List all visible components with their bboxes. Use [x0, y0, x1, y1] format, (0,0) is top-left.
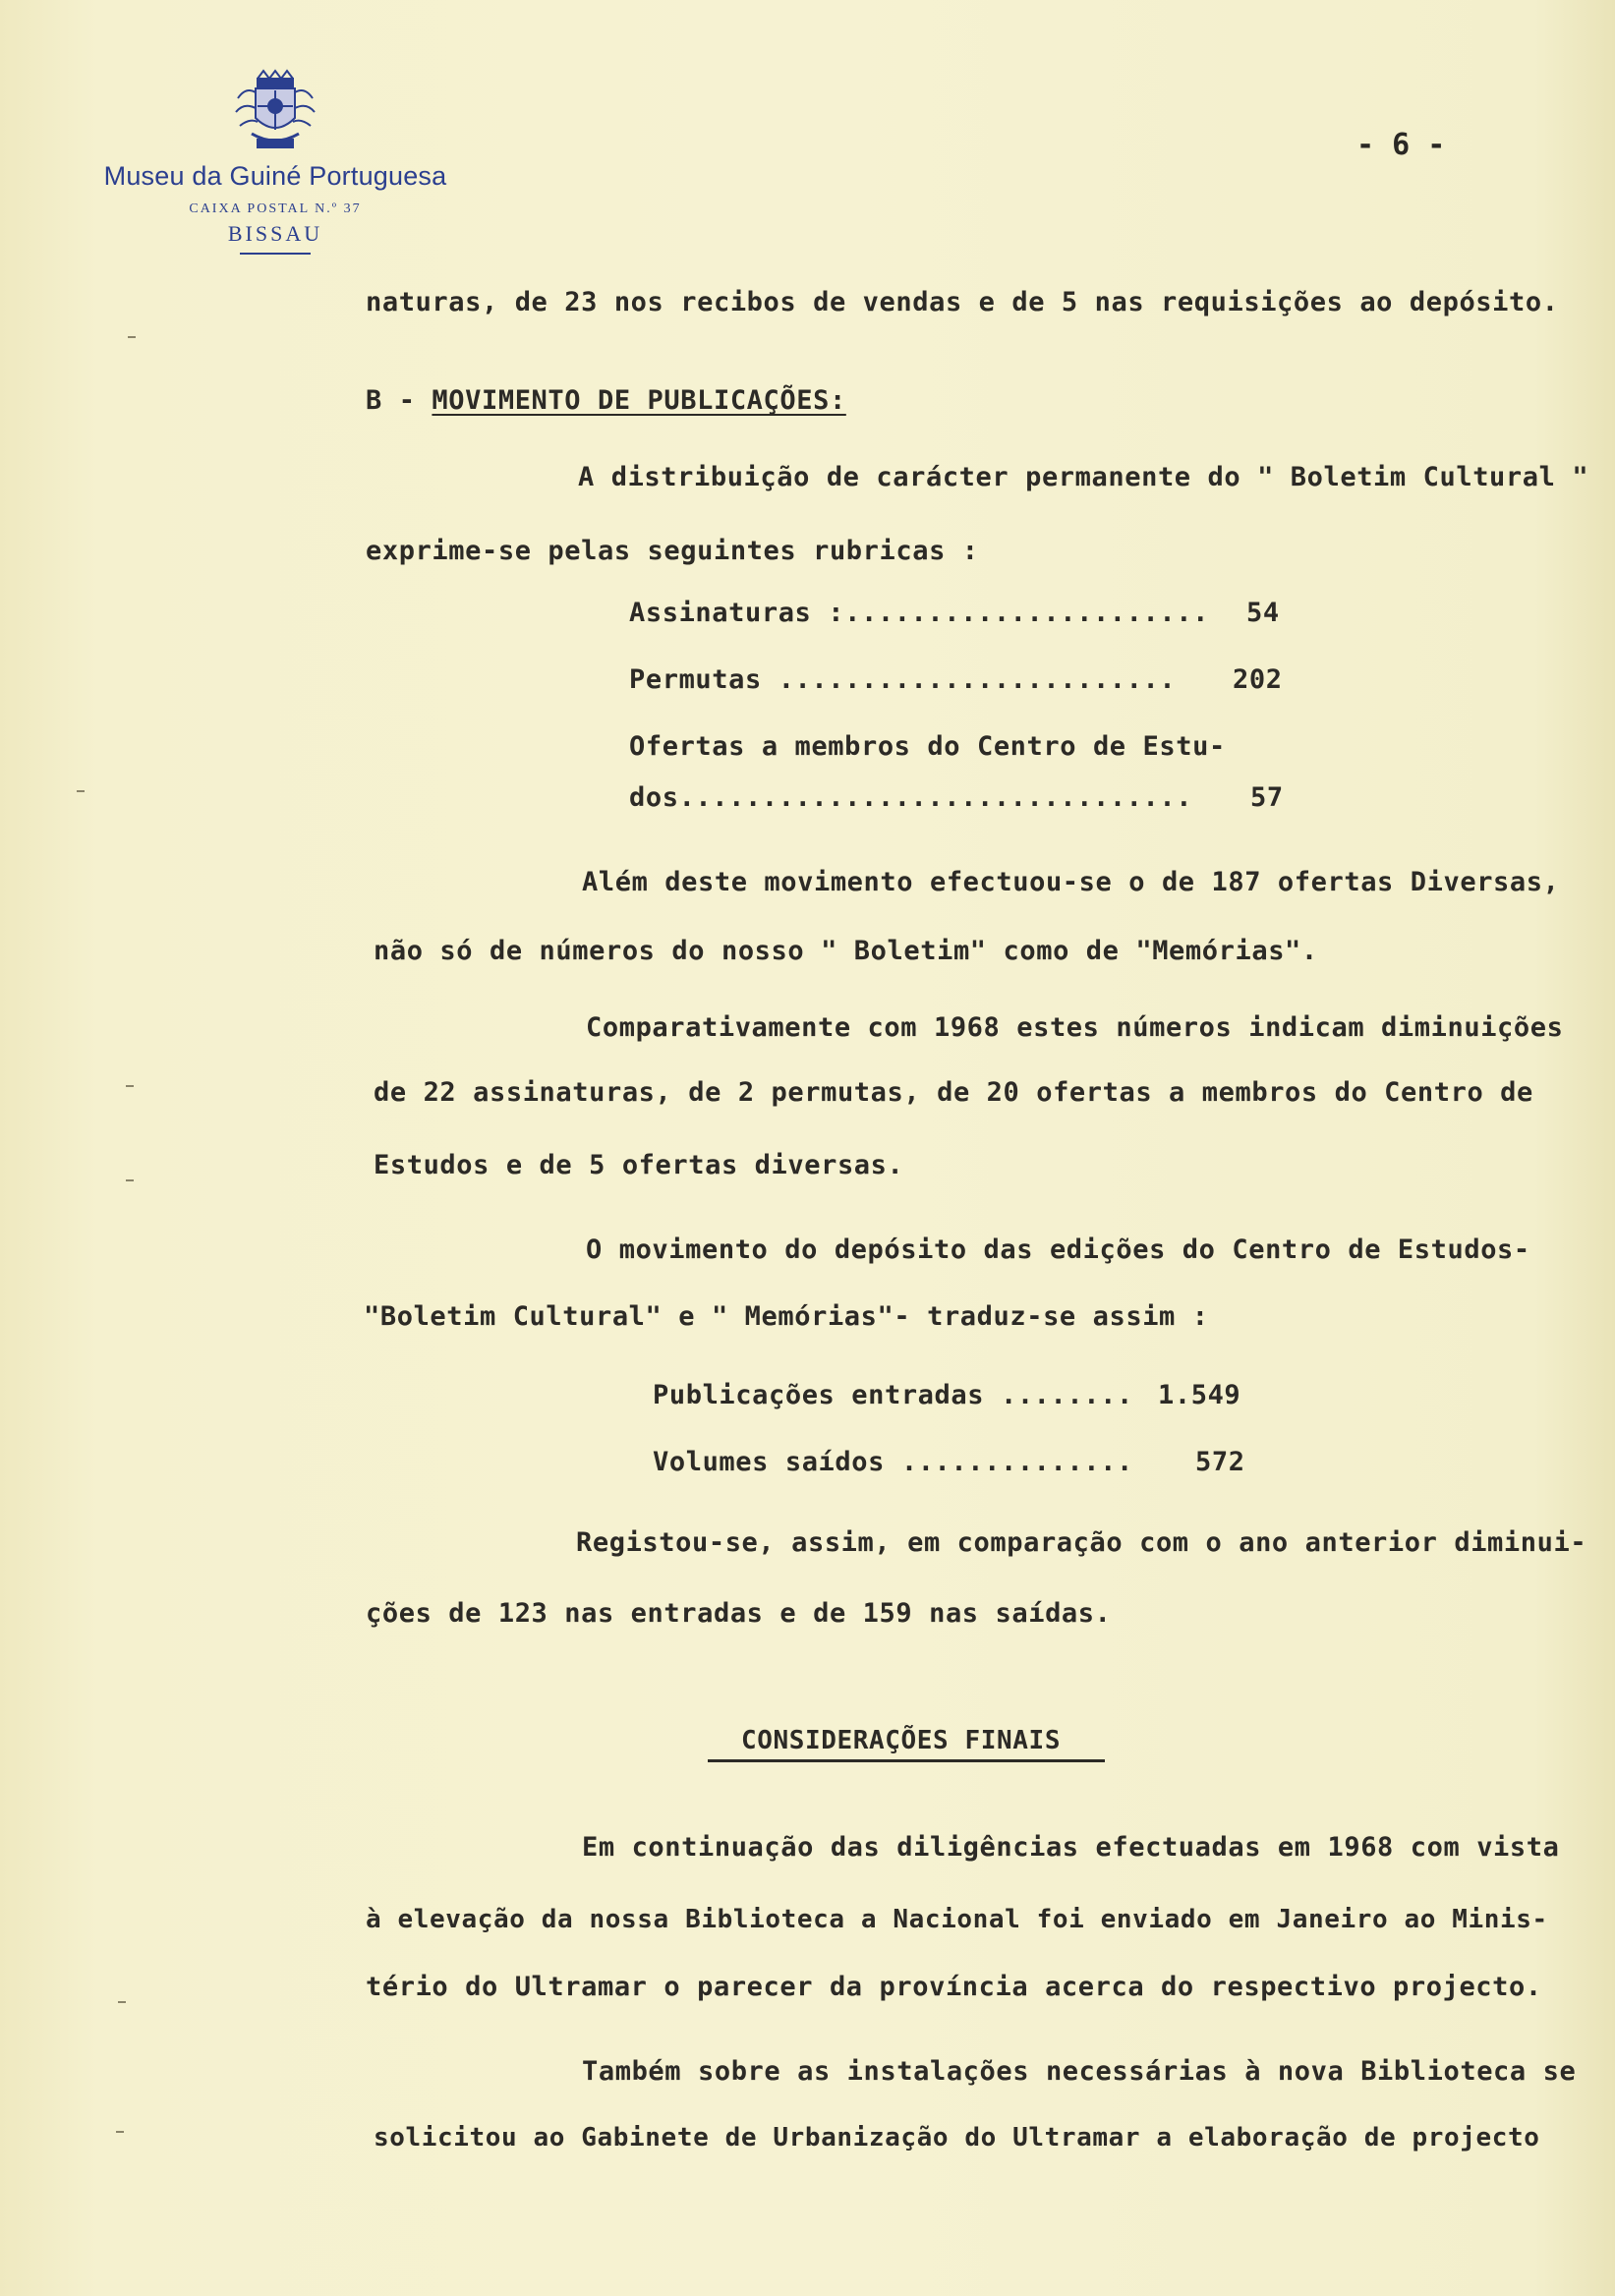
text-line: naturas, de 23 nos recibos de vendas e de 5 nas requisições ao depósito.: [366, 287, 1559, 317]
text-line: solicitou ao Gabinete de Urbanização do Ultramar a elaboração de projecto: [374, 2123, 1540, 2152]
item-value: 54: [1246, 598, 1280, 628]
section-heading-underlined: MOVIMENTO DE PUBLICAÇÕES:: [432, 385, 846, 416]
item-value: 572: [1195, 1447, 1245, 1477]
title-underline: [708, 1759, 1105, 1762]
page-number: - 6 -: [1356, 128, 1446, 162]
item-label: Ofertas a membros do Centro de Estu-: [629, 731, 1226, 762]
text-line: tério do Ultramar o parecer da província acerca do respectivo projecto.: [366, 1972, 1542, 2002]
margin-mark: [126, 1085, 134, 1087]
city-underline: [240, 253, 311, 255]
dot-leader: ..............: [900, 1447, 1133, 1477]
text-line: Além deste movimento efectuou-se o de 187 ofertas Diversas,: [582, 867, 1560, 897]
margin-mark: [128, 336, 136, 338]
margin-mark: [118, 2001, 126, 2003]
text-line: A distribuição de carácter permanente do " Boletim Cultural ": [578, 462, 1589, 492]
list-item: [629, 782, 1284, 813]
list-item: [629, 598, 1280, 628]
text-line: "Boletim Cultural" e " Memórias"- traduz-se assim :: [364, 1301, 1209, 1332]
coat-of-arms-icon: [228, 69, 322, 153]
text-line: não só de números do nosso " Boletim" como de "Memórias".: [374, 936, 1318, 966]
item-value: 57: [1250, 782, 1284, 813]
dot-leader: ...............................: [678, 782, 1193, 813]
dot-leader: ......................: [844, 598, 1209, 628]
text-line: O movimento do depósito das edições do Centro de Estudos-: [586, 1234, 1530, 1265]
text-line: ções de 123 nas entradas e de 159 nas saídas.: [366, 1598, 1112, 1629]
section-heading: [366, 385, 846, 416]
item-value: 1.549: [1158, 1380, 1241, 1410]
letterhead: [59, 69, 491, 255]
list-item: [629, 731, 1226, 762]
dot-leader: ........: [1000, 1380, 1133, 1410]
list-item: [629, 664, 1283, 695]
margin-mark: [77, 790, 85, 792]
item-label: Publicações entradas: [653, 1380, 985, 1410]
section-heading-text: B - MOVIMENTO DE PUBLICAÇÕES:: [366, 385, 846, 416]
list-item: [653, 1447, 1245, 1477]
item-label: Volumes saídos: [653, 1447, 885, 1477]
item-label: Permutas: [629, 664, 762, 695]
text-line: Comparativamente com 1968 estes números indicam diminuições: [586, 1012, 1564, 1043]
text-line: Estudos e de 5 ofertas diversas.: [374, 1150, 904, 1180]
text-line: à elevação da nossa Biblioteca a Nacional foi enviado em Janeiro ao Minis-: [366, 1905, 1548, 1934]
text-line: Registou-se, assim, em comparação com o ano anterior diminui-: [576, 1527, 1587, 1558]
section-title: CONSIDERAÇÕES FINAIS: [741, 1726, 1062, 1755]
item-label: dos: [629, 782, 679, 813]
margin-mark: [126, 1179, 134, 1181]
text-line: de 22 assinaturas, de 2 permutas, de 20 ofertas a membros do Centro de: [374, 1077, 1533, 1108]
dot-leader: ........................: [778, 664, 1177, 695]
text-line: Também sobre as instalações necessárias à nova Biblioteca se: [582, 2056, 1577, 2087]
item-label: Assinaturas :: [629, 598, 845, 628]
postal-box: CAIXA POSTAL N.º 37: [189, 201, 362, 216]
item-value: 202: [1233, 664, 1283, 695]
margin-mark: [116, 2131, 124, 2133]
text-line: Em continuação das diligências efectuadas em 1968 com vista: [582, 1832, 1560, 1863]
city-name: BISSAU: [227, 221, 323, 246]
text-line: exprime-se pelas seguintes rubricas :: [366, 536, 979, 566]
museum-name: Museu da Guiné Portuguesa: [103, 161, 447, 191]
list-item: [653, 1380, 1241, 1410]
